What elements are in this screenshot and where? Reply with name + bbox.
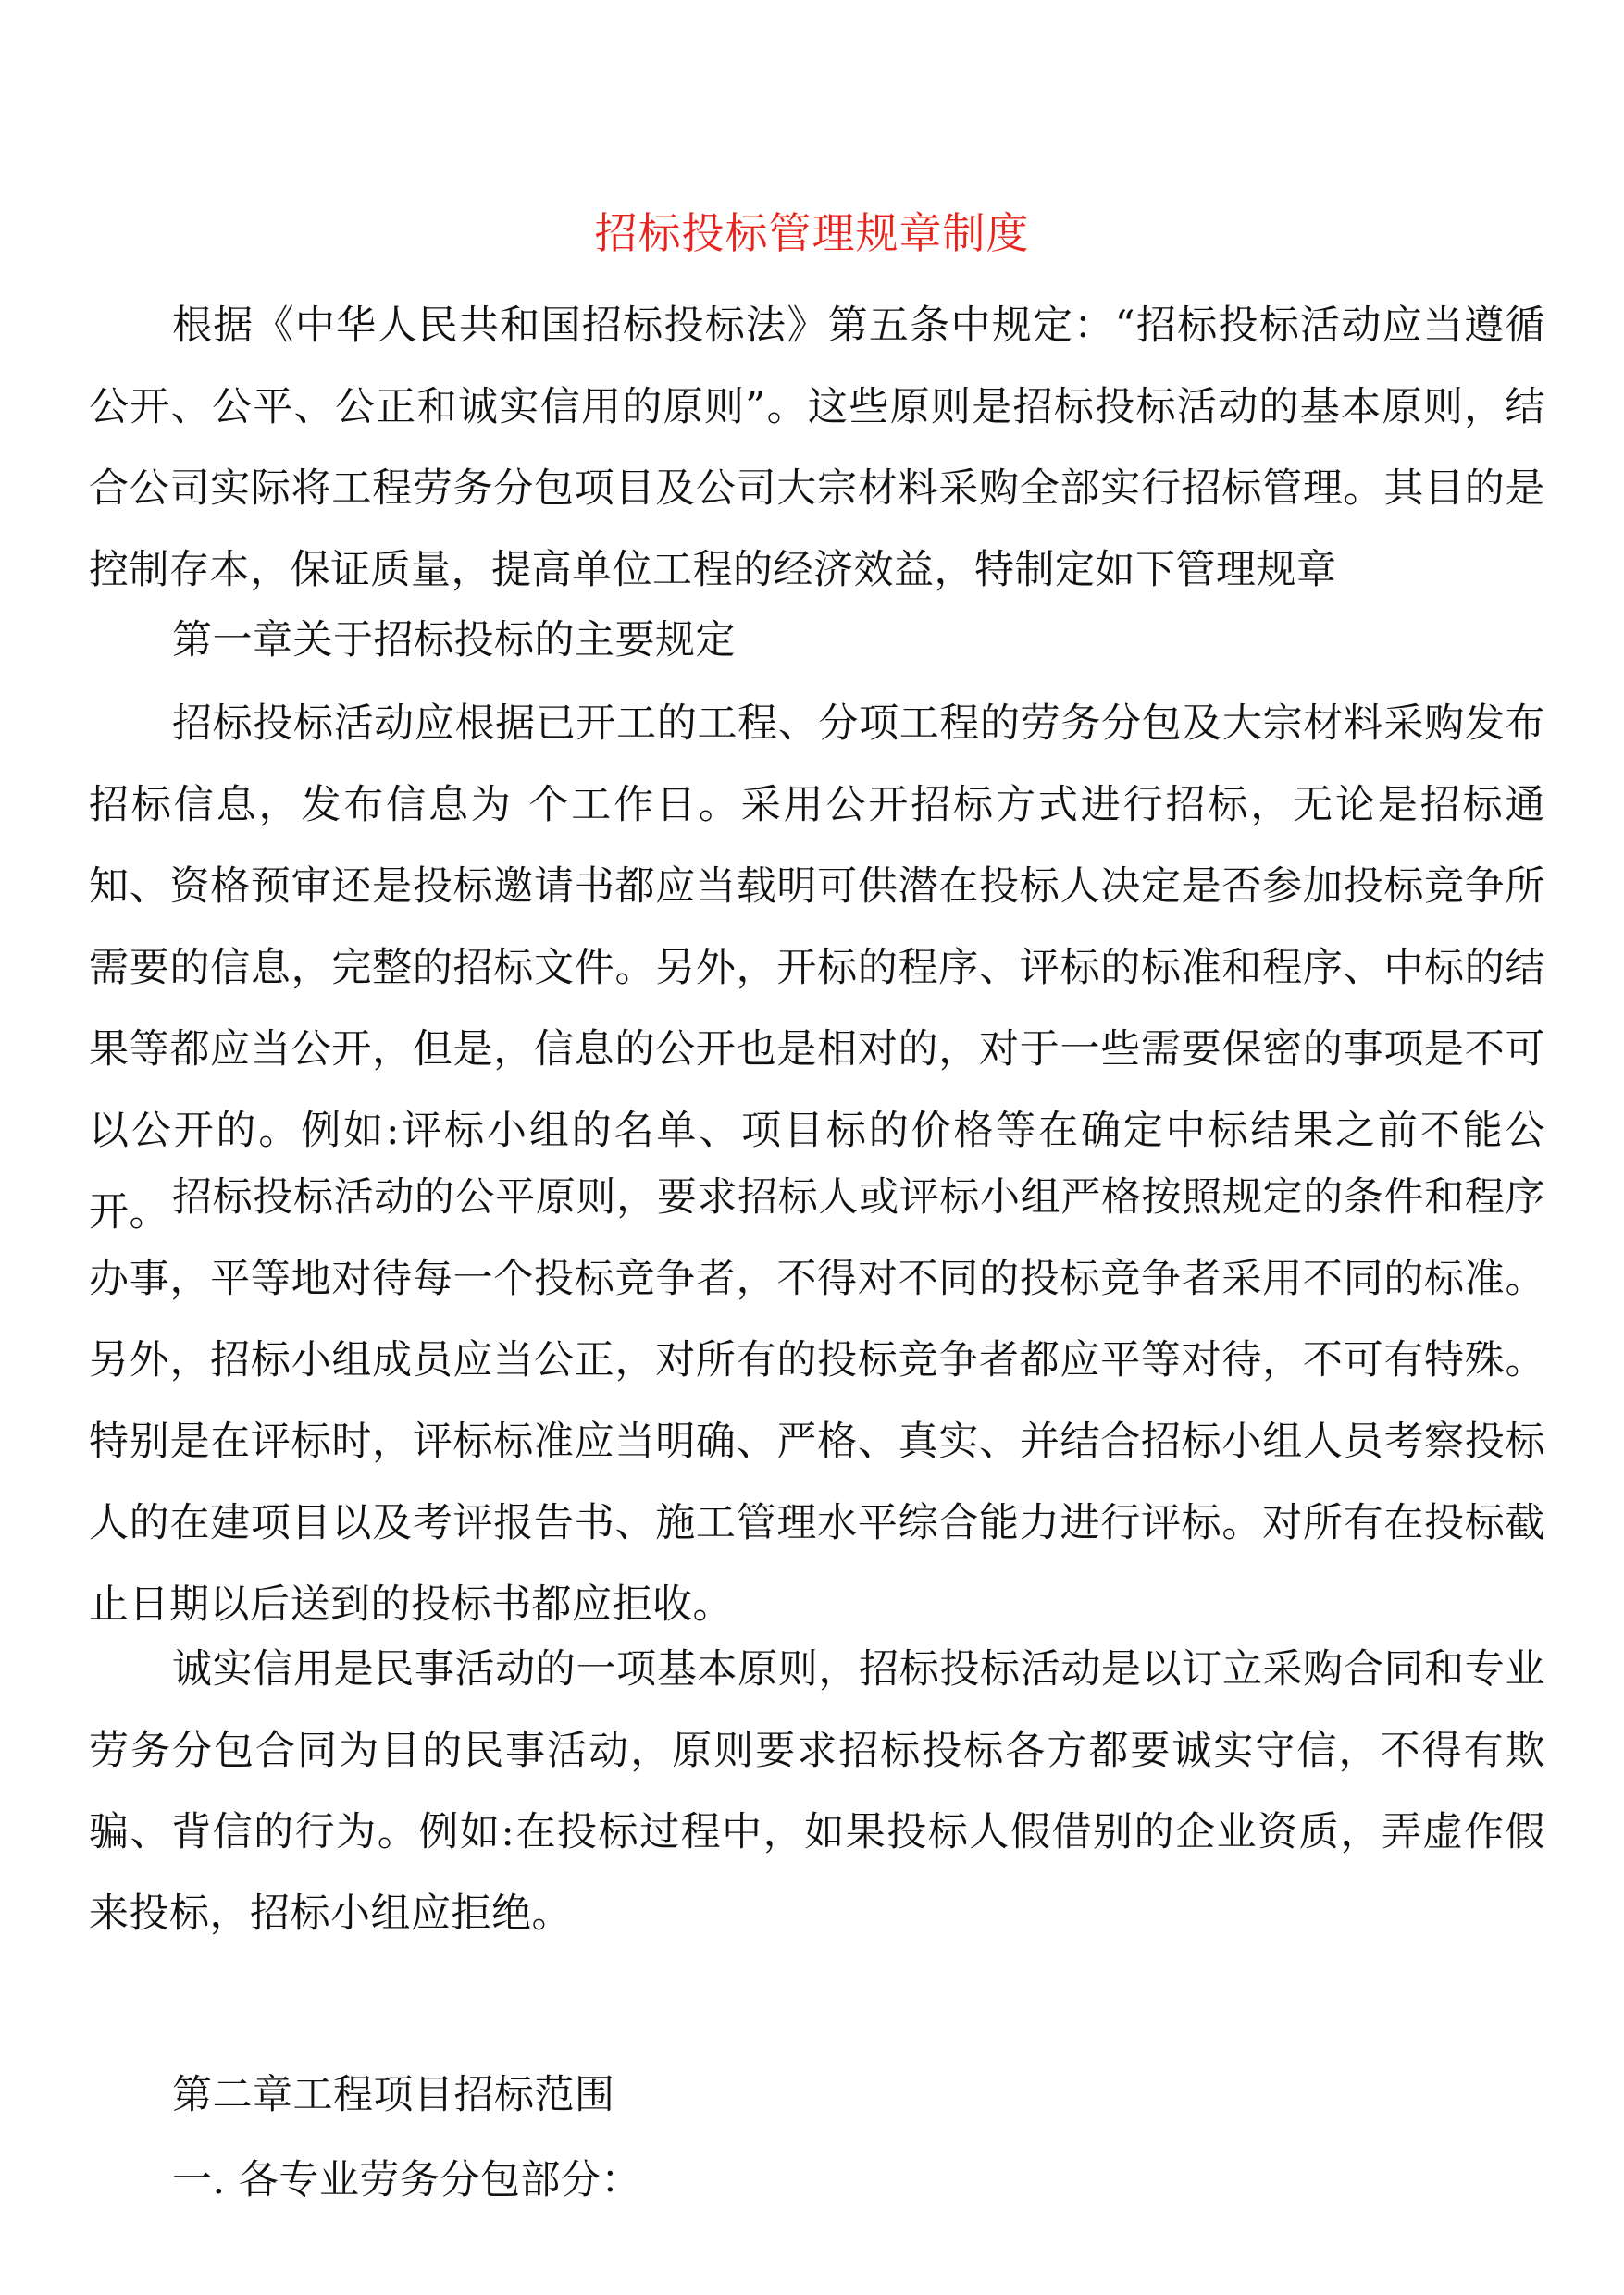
document-title: 招标投标管理规章制度	[594, 208, 1030, 258]
chapter1-paragraph-2: 招标投标活动的公平原则，要求招标人或评标小组严格按照规定的条件和程序办事，平等地对待每一个投标竞争者，不得对不同的投标竞争者采用不同的标准。另外，招标小组成员应当公正，对所有的投标竞争者都应平等对待，不可有特殊。特别是在评标时，评标标准应当明确、严格、真实、并结合招标小组人员考察投标人的在建项目以及考评报告书、施工管理水平综合能力进行评标。对所有在投标截止日期以后送到的投标书都应拒收。	[89, 1174, 1545, 1628]
chapter2-item-1: 一. 各专业劳务分包部分：	[172, 2157, 641, 2203]
chapter1-heading: 第一章关于招标投标的主要规定	[172, 617, 736, 664]
chapter1-paragraph-3: 诚实信用是民事活动的一项基本原则，招标投标活动是以订立采购合同和专业劳务分包合同为目的民事活动，原则要求招标投标各方都要诚实守信，不得有欺骗、背信的行为。例如:在投标过程中，如果投标人假借别的企业资质，弄虚作假来投标，招标小组应拒绝。	[89, 1646, 1545, 1937]
intro-paragraph: 根据《中华人民共和国招标投标法》第五条中规定：“招标投标活动应当遵循公开、公平、公正和诚实信用的原则”。这些原则是招标投标活动的基本原则，结合公司实际将工程劳务分包项目及公司大宗材料采购全部实行招标管理。其目的是控制存本，保证质量，提高单位工程的经济效益，特制定如下管理规章	[89, 303, 1545, 593]
chapter1-paragraph-1: 招标投标活动应根据已开工的工程、分项工程的劳务分包及大宗材料采购发布招标信息，发布信息为 个工作日。采用公开招标方式进行招标，无论是招标通知、资格预审还是投标邀请书都应当载明可供潜在投标人决定是否参加投标竞争所需要的信息，完整的招标文件。另外，开标的程序、评标的标准和程序、中标的结果等都应当公开，但是，信息的公开也是相对的，对于一些需要保密的事项是不可以公开的。例如:评标小组的名单、项目标的价格等在确定中标结果之前不能公开。	[89, 701, 1545, 1235]
chapter2-heading: 第二章工程项目招标范围	[172, 2072, 615, 2118]
